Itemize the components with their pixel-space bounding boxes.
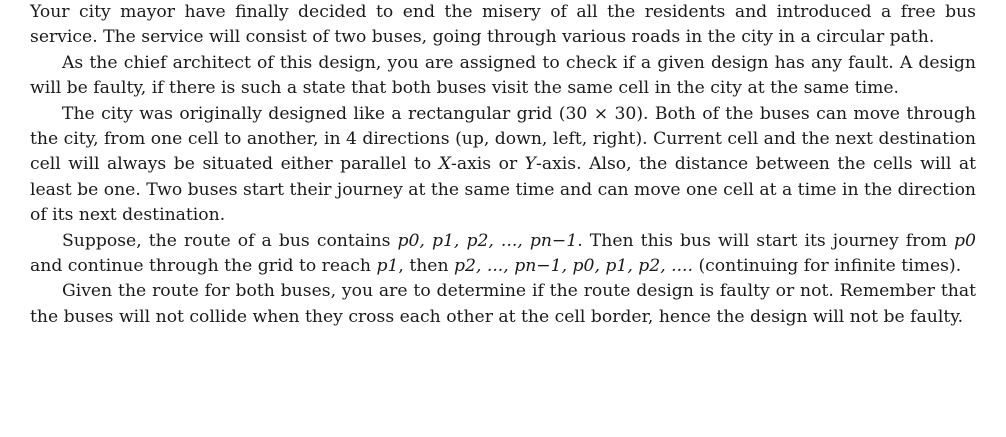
route-text-d: , then bbox=[398, 256, 455, 277]
route-sequence: p0, p1, p2, ..., pn−1 bbox=[397, 230, 578, 251]
paragraph-task: As the chief architect of this design, you are assigned to check if a given design has any fault. A design will be faulty, if there is such a state that both buses visit the same cell in the city at the same time. bbox=[30, 52, 976, 99]
route-text-c: and continue through the grid to reach bbox=[30, 256, 377, 277]
route-text-e: (continuing for infinite times). bbox=[692, 256, 962, 277]
paragraph-intro: Your city mayor have finally decided to end the misery of all the residents and introduced a free bus service. The service will consist of two buses, going through various roads in the city in a circular path. bbox=[30, 2, 976, 48]
y-axis-symbol: Y bbox=[524, 154, 537, 175]
grid-text-c: -axis. Also, the distance between the cells will at least be one. Two buses start their journey at the same time and can move one cell at a time in the direction of its next destination. bbox=[30, 154, 976, 226]
paragraph-grid bbox=[30, 102, 976, 229]
route-p1: p1 bbox=[376, 256, 399, 277]
route-cycle: p2, ..., pn−1, p0, p1, p2, .... bbox=[454, 256, 693, 277]
grid-text-a: The city was originally designed like a rectangular grid (30 × 30). Both of the buses can move through the city, from one cell to another, in 4 directions (up, down, left, right). Current cell and the next destination cell will always be situated either parallel to bbox=[30, 103, 976, 175]
route-text-b: . Then this bus will start its journey from bbox=[577, 230, 955, 251]
x-axis-symbol: X bbox=[438, 154, 452, 175]
paragraph-conclusion: Given the route for both buses, you are to determine if the route design is faulty or not. Remember that the buses will not collide when they cross each other at the cell border, hence the design will not be faulty. bbox=[30, 281, 976, 327]
route-start: p0 bbox=[954, 230, 976, 251]
grid-text-b: -axis or bbox=[451, 154, 525, 175]
paragraph-route bbox=[30, 229, 976, 280]
route-text-a: Suppose, the route of a bus contains bbox=[62, 230, 398, 251]
problem-statement bbox=[30, 0, 976, 330]
